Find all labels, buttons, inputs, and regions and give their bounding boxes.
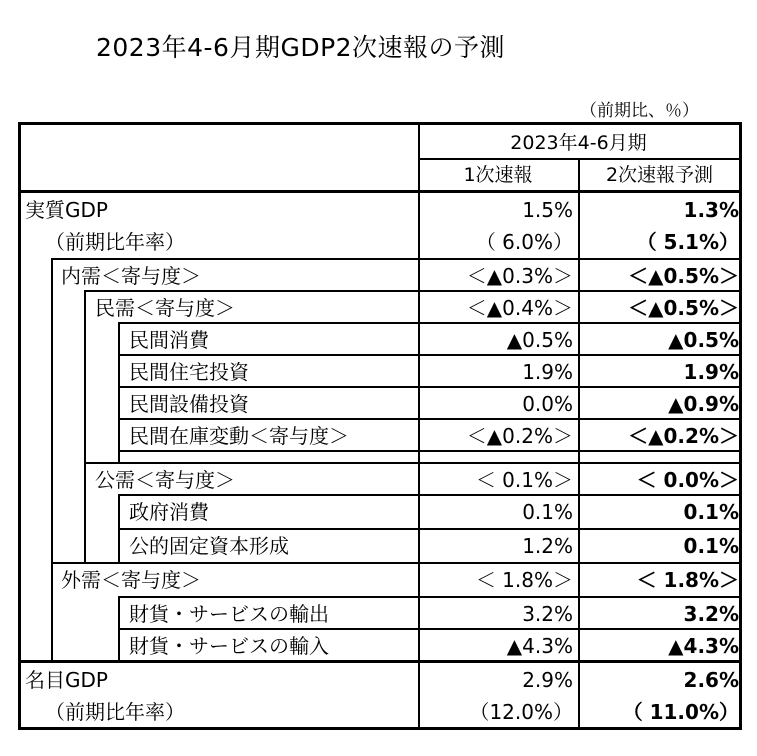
value-first-estimate: 1.9%	[522, 360, 573, 384]
value-second-estimate-forecast: （ 11.0%）	[622, 700, 739, 724]
header-col2: 2次速報予測	[605, 164, 714, 186]
row-label: 民間在庫変動＜寄与度＞	[129, 424, 349, 448]
row-label: 内需＜寄与度＞	[61, 264, 201, 288]
value-second-estimate-forecast: 1.9%	[683, 360, 739, 384]
value-second-estimate-forecast: ▲4.3%	[668, 634, 739, 658]
value-first-estimate: 1.2%	[522, 534, 573, 558]
value-second-estimate-forecast: ＜ 0.0%＞	[636, 468, 739, 492]
value-second-estimate-forecast: ＜▲0.2%＞	[628, 424, 739, 448]
row-label: 外需＜寄与度＞	[61, 568, 201, 592]
value-first-estimate: 0.1%	[522, 500, 573, 524]
value-first-estimate: ＜ 1.8%＞	[475, 568, 573, 592]
value-second-estimate-forecast: ▲0.9%	[668, 392, 739, 416]
value-first-estimate: ▲0.5%	[506, 328, 573, 352]
row-label: 公的固定資本形成	[129, 534, 289, 558]
value-first-estimate: ＜▲0.2%＞	[466, 424, 573, 448]
value-second-estimate-forecast: 0.1%	[683, 500, 739, 524]
gdp-forecast-table	[18, 122, 742, 730]
value-second-estimate-forecast: ＜ 1.8%＞	[636, 568, 739, 592]
unit-note: （前期比、％）	[580, 101, 699, 121]
value-second-estimate-forecast: ＜▲0.5%＞	[628, 296, 739, 320]
header-col1: 1次速報	[463, 164, 533, 186]
value-first-estimate: ▲4.3%	[506, 634, 573, 658]
page-title: 2023年4-6月期GDP2次速報の予測	[96, 33, 506, 62]
row-label: 財貨・サービスの輸出	[129, 602, 329, 626]
row-label: （前期比年率）	[45, 230, 185, 254]
row-label: 公需＜寄与度＞	[95, 468, 235, 492]
row-label: 民間消費	[129, 328, 209, 352]
value-second-estimate-forecast: 3.2%	[683, 602, 739, 626]
value-first-estimate: ＜▲0.3%＞	[466, 264, 573, 288]
value-second-estimate-forecast: ＜▲0.5%＞	[628, 264, 739, 288]
value-first-estimate: ＜ 0.1%＞	[475, 468, 573, 492]
row-label: 財貨・サービスの輸入	[129, 634, 329, 658]
row-label: 民間設備投資	[129, 392, 249, 416]
value-first-estimate: ＜▲0.4%＞	[466, 296, 573, 320]
value-second-estimate-forecast: ▲0.5%	[668, 328, 739, 352]
value-first-estimate: 0.0%	[522, 392, 573, 416]
value-second-estimate-forecast: 1.3%	[683, 198, 739, 222]
row-label: 実質GDP	[25, 198, 108, 222]
value-first-estimate: 2.9%	[522, 668, 573, 692]
row-label: （前期比年率）	[45, 700, 185, 724]
header-period: 2023年4-6月期	[510, 132, 647, 154]
row-label: 民需＜寄与度＞	[95, 296, 235, 320]
row-label: 名目GDP	[25, 668, 108, 692]
value-first-estimate: 3.2%	[522, 602, 573, 626]
value-first-estimate: （ 6.0%）	[475, 230, 573, 254]
row-label: 民間住宅投資	[129, 360, 249, 384]
value-second-estimate-forecast: 2.6%	[683, 668, 739, 692]
value-first-estimate: （12.0%）	[469, 700, 573, 724]
value-second-estimate-forecast: （ 5.1%）	[636, 230, 739, 254]
value-second-estimate-forecast: 0.1%	[683, 534, 739, 558]
value-first-estimate: 1.5%	[522, 198, 573, 222]
row-label: 政府消費	[129, 500, 209, 524]
